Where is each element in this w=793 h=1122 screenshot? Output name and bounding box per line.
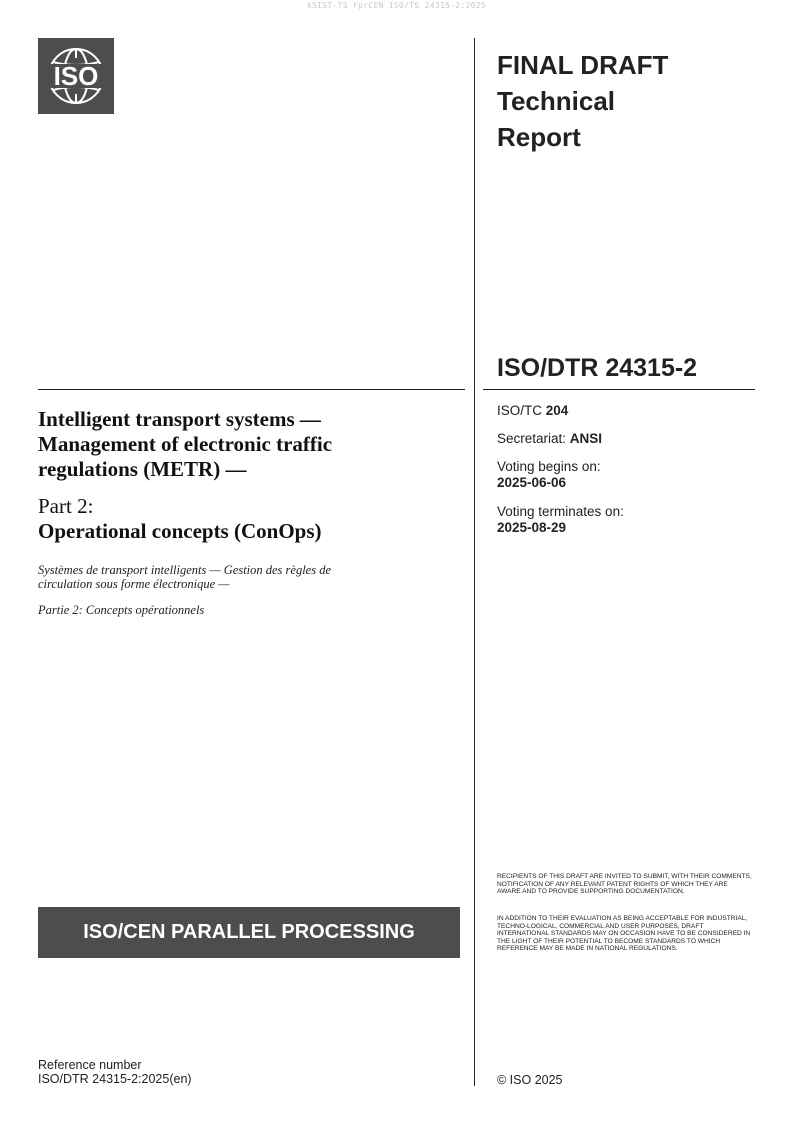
french-part-title: Partie 2: Concepts opérationnels [38, 603, 205, 617]
logo-text: ISO [53, 61, 99, 91]
horizontal-divider-right [483, 389, 755, 390]
secretariat [497, 431, 602, 447]
french-title [38, 563, 418, 591]
french-title-line: circulation sous forme électronique — [38, 577, 230, 591]
reference-number [38, 1058, 192, 1086]
voting-begins-label: Voting begins on: [497, 459, 601, 474]
voting-begins-value: 2025-06-06 [497, 475, 567, 490]
evaluation-notice: IN ADDITION TO THEIR EVALUATION AS BEING ACCEPTABLE FOR INDUSTRIAL, TECHNO-LOGICAL, COMMERCIAL AND USER PURPOSES, DRAFT INTERNATIONAL STANDARDS MAY ON OCCASION HAVE TO BE CONSIDERED IN THE LIGHT OF THEIR POTENTIAL TO BECOME STANDARDS TO WHICH REFERENCE MAY BE MADE IN NATIONAL REGULATIONS. [497, 915, 751, 953]
voting-begins [497, 459, 601, 491]
document-number: ISO/DTR 24315-2 [497, 354, 698, 382]
title-line: Intelligent transport systems — [38, 407, 321, 431]
iso-logo-icon [38, 38, 114, 114]
voting-terminates-label: Voting terminates on: [497, 504, 624, 519]
patent-notice: RECIPIENTS OF THIS DRAFT ARE INVITED TO SUBMIT, WITH THEIR COMMENTS, NOTIFICATION OF ANY RELEVANT PATENT RIGHTS OF WHICH THEY ARE AWARE AND TO PROVIDE SUPPORTING DOCUMENTATION. [497, 873, 752, 896]
secretariat-value: ANSI [569, 431, 603, 446]
committee [497, 403, 568, 419]
english-title [38, 407, 458, 482]
vertical-divider [474, 38, 475, 1086]
parallel-processing-banner: ISO/CEN PARALLEL PROCESSING [38, 907, 460, 958]
french-title-line: Systèmes de transport intelligents — Gestion des règles de [38, 563, 332, 577]
copyright: © ISO 2025 [497, 1073, 563, 1087]
committee-value: 204 [545, 403, 569, 418]
voting-terminates-value: 2025-08-29 [497, 520, 567, 535]
part-title: Operational concepts (ConOps) [38, 519, 322, 543]
title-line: Management of electronic traffic [38, 432, 333, 456]
document-type [497, 47, 668, 155]
document-status: FINAL DRAFT [497, 50, 669, 80]
horizontal-divider-left [38, 389, 465, 390]
watermark: kSIST-TS FprCEN ISO/TS 24315-2:2025 [306, 1, 487, 10]
reference-value: ISO/DTR 24315-2:2025(en) [38, 1072, 192, 1086]
secretariat-label: Secretariat: [497, 431, 567, 446]
iso-globe-icon [38, 38, 114, 114]
committee-label: ISO/TC [497, 403, 543, 418]
document-type-line1: Technical [497, 86, 616, 116]
title-line: regulations (METR) — [38, 457, 247, 481]
document-type-line2: Report [497, 122, 581, 152]
reference-label: Reference number [38, 1058, 142, 1072]
part-label: Part 2: [38, 494, 94, 518]
voting-terminates [497, 504, 624, 536]
